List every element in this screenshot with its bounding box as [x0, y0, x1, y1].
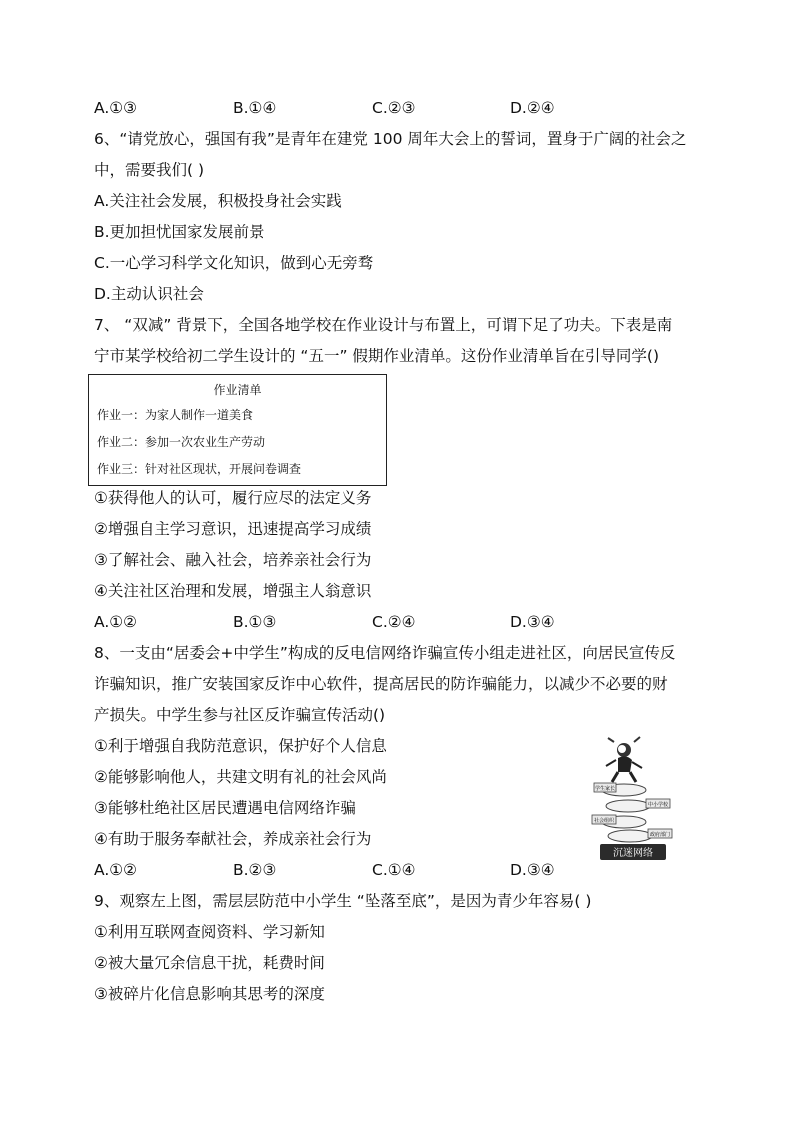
q7-statement-3: ③了解社会、融入社会，培养亲社会行为 — [94, 551, 372, 569]
q8-statement-1: ①利于增强自我防范意识，保护好个人信息 — [94, 737, 387, 755]
q6-choice-a: A.关注社会发展，积极投身社会实践 — [94, 192, 342, 210]
q7-statement-4: ④关注社区治理和发展，增强主人翁意识 — [94, 582, 372, 600]
q8-stem-line-2: 诈骗知识，推广安装国家反诈中心软件，提高居民的防诈骗能力，以减少不必要的财 — [94, 675, 668, 693]
q8-statement-3: ③能够杜绝社区居民遭遇电信网络诈骗 — [94, 799, 356, 817]
q8-statement-4: ④有助于服务奉献社会，养成亲社会行为 — [94, 830, 372, 848]
layer-label-3: 社会组织 — [593, 818, 615, 824]
q7-statement-2: ②增强自主学习意识，迅速提高学习成绩 — [94, 520, 372, 538]
q8-stem-line-3: 产损失。中学生参与社区反诈骗宣传活动() — [94, 706, 386, 724]
q9-statement-1: ①利用互联网查阅资料、学习新知 — [94, 923, 325, 941]
q8-statement-2: ②能够影响他人，共建文明有礼的社会风尚 — [94, 768, 387, 786]
q8-option-a: A.①② — [94, 861, 138, 879]
q7-stem-line-2: 宁市某学校给初二学生设计的 “五一” 假期作业清单。这份作业清单旨在引导同学() — [94, 347, 660, 365]
q5-option-b: B.①④ — [233, 99, 277, 117]
q7-option-c: C.②④ — [372, 613, 416, 631]
q8-option-d: D.③④ — [510, 861, 555, 879]
homework-item-1: 作业一：为家人制作一道美食 — [97, 408, 254, 422]
student-figure-icon — [606, 737, 642, 782]
q7-option-d: D.③④ — [510, 613, 555, 631]
q5-option-d: D.②④ — [510, 99, 555, 117]
layer-label-1: 学生家长 — [594, 786, 616, 792]
q9-statement-2: ②被大量冗余信息干扰，耗费时间 — [94, 954, 325, 972]
q5-option-c: C.②③ — [372, 99, 416, 117]
homework-list-title: 作业清单 — [213, 383, 262, 397]
q7-option-a: A.①② — [94, 613, 138, 631]
q6-stem-line-2: 中，需要我们( ) — [94, 161, 205, 179]
q9-stem: 9、观察左上图，需层层防范中小学生 “坠落至底”，是因为青少年容易( ) — [94, 892, 592, 910]
layer-label-4: 政府部门 — [649, 832, 671, 838]
q8-option-c: C.①④ — [372, 861, 416, 879]
homework-item-3: 作业三：针对社区现状，开展问卷调查 — [97, 462, 302, 476]
q7-statement-1: ①获得他人的认可，履行应尽的法定义务 — [94, 489, 372, 507]
q7-stem-line-1: 7、 “双减” 背景下，全国各地学校在作业设计与布置上，可谓下足了功夫。下表是南 — [94, 316, 673, 334]
base-label: 沉迷网络 — [613, 848, 653, 859]
layer-label-2: 中小学校 — [647, 802, 669, 808]
q5-option-a: A.①③ — [94, 99, 138, 117]
q6-choice-c: C.一心学习科学文化知识，做到心无旁骛 — [94, 254, 374, 272]
q6-stem-line-1: 6、“请党放心，强国有我”是青年在建党 100 周年大会上的誓词，置身于广阔的社会之 — [94, 130, 687, 148]
q8-option-b: B.②③ — [233, 861, 277, 879]
q7-option-b: B.①③ — [233, 613, 277, 631]
cartoon-illustration — [586, 736, 678, 862]
homework-list-table — [88, 374, 387, 486]
homework-item-2: 作业二：参加一次农业生产劳动 — [97, 435, 266, 449]
q6-choice-d: D.主动认识社会 — [94, 285, 204, 303]
q8-stem-line-1: 8、一支由“居委会+中学生”构成的反电信网络诈骗宣传小组走进社区，向居民宣传反 — [94, 644, 676, 662]
falling-student-cartoon — [586, 736, 678, 862]
q6-choice-b: B.更加担忧国家发展前景 — [94, 223, 265, 241]
q9-statement-3: ③被碎片化信息影响其思考的深度 — [94, 985, 325, 1003]
